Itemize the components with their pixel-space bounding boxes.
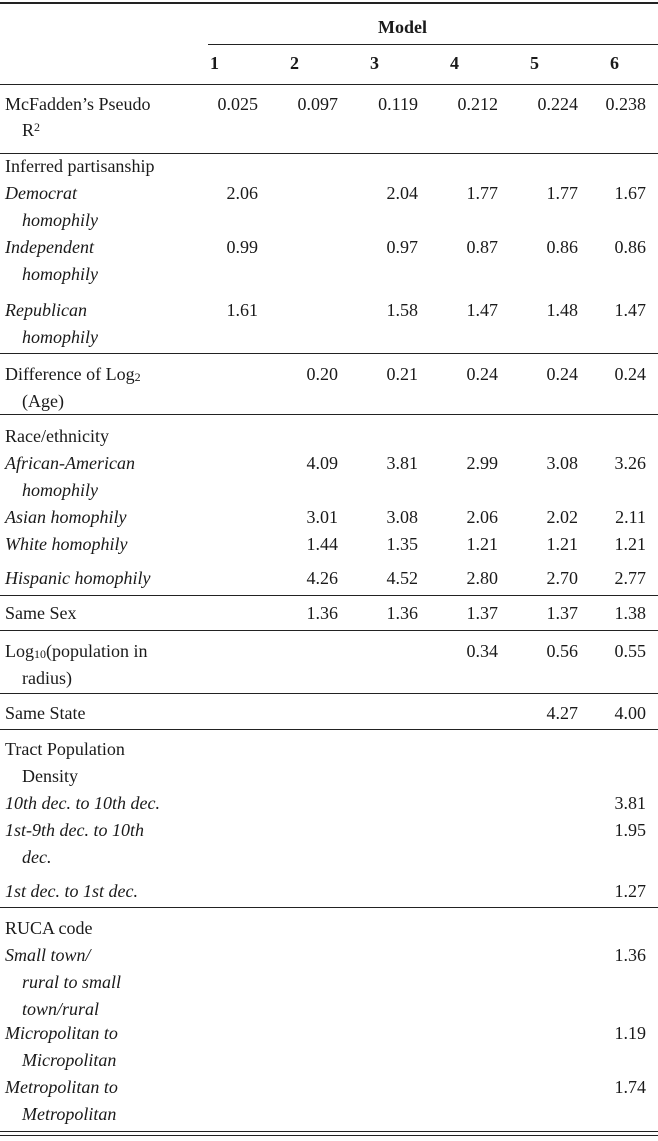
- population-model-4-value: 0.34: [466, 641, 498, 661]
- same-sex-model-4-value: 1.37: [466, 603, 498, 623]
- pseudo-r2-label-cont: [22, 117, 40, 144]
- population-sub: 10: [34, 647, 46, 661]
- hispanic-model-2-value: 4.26: [306, 568, 338, 588]
- density-1-9-label: 1st-9th dec. to 10th: [5, 820, 144, 840]
- section-rule: [0, 414, 658, 415]
- republican-model-6-value: 1.47: [614, 300, 646, 320]
- small-town-label-cont: rural to small: [22, 972, 122, 992]
- age-model-4-value: 0.24: [466, 364, 498, 384]
- density-10-10-label: 10th dec. to 10th dec.: [5, 793, 160, 813]
- republican-model-4-value: 1.47: [466, 300, 498, 320]
- density-1-9-value: 1.95: [614, 820, 646, 840]
- hispanic-model-6-value: 2.77: [614, 568, 646, 588]
- section-rule: [0, 907, 658, 908]
- age-model-6-value: 0.24: [614, 364, 646, 384]
- population-model-5-value: 0.56: [546, 641, 578, 661]
- same-sex-model-3-value: 1.36: [386, 603, 418, 623]
- hispanic-model-3-value: 4.52: [386, 568, 418, 588]
- pseudo-r2-model-3-value: 0.119: [378, 94, 418, 114]
- pseudo-r2-sup: 2: [34, 120, 41, 134]
- african-american-model-6-value: 3.26: [614, 453, 646, 473]
- micropolitan-value: 1.19: [614, 1023, 646, 1043]
- section-rule: [0, 729, 658, 730]
- african-american-model-4-value: 2.99: [466, 453, 498, 473]
- model-col-5: 5: [530, 53, 539, 73]
- header-rule: [0, 84, 658, 85]
- republican-model-5-value: 1.48: [546, 300, 578, 320]
- independent-model-3-value: 0.97: [386, 237, 418, 257]
- pseudo-r2-model-4-value: 0.212: [457, 94, 498, 114]
- asian-model-4-value: 2.06: [466, 507, 498, 527]
- democrat-label: Democrat: [5, 183, 77, 203]
- age-model-3-value: 0.21: [386, 364, 418, 384]
- independent-model-1-value: 0.99: [226, 237, 258, 257]
- democrat-model-6-value: 1.67: [614, 183, 646, 203]
- metropolitan-value: 1.74: [614, 1077, 646, 1097]
- population-label-text: (population in: [46, 641, 148, 661]
- section-rule: [0, 353, 658, 354]
- same-state-label: Same State: [5, 703, 86, 723]
- democrat-model-4-value: 1.77: [466, 183, 498, 203]
- republican-label: Republican: [5, 300, 87, 320]
- ruca-heading: RUCA code: [5, 918, 93, 938]
- same-sex-model-6-value: 1.38: [614, 603, 646, 623]
- model-col-3: 3: [370, 53, 379, 73]
- partisanship-heading: Inferred partisanship: [5, 156, 155, 176]
- asian-model-2-value: 3.01: [306, 507, 338, 527]
- age-label-cont: (Age): [22, 391, 64, 411]
- pseudo-r2-model-2-value: 0.097: [297, 94, 338, 114]
- same-state-model-5-value: 4.27: [546, 703, 578, 723]
- hispanic-model-5-value: 2.70: [546, 568, 578, 588]
- density-1-1-value: 1.27: [614, 881, 646, 901]
- democrat-model-5-value: 1.77: [546, 183, 578, 203]
- age-model-5-value: 0.24: [546, 364, 578, 384]
- age-label-text: Difference of Log: [5, 364, 135, 384]
- independent-label-cont: homophily: [22, 264, 98, 284]
- small-town-label-cont2: town/rural: [22, 999, 100, 1019]
- same-sex-model-5-value: 1.37: [546, 603, 578, 623]
- african-american-model-5-value: 3.08: [546, 453, 578, 473]
- model-col-1: 1: [210, 53, 219, 73]
- asian-model-6-value: 2.11: [615, 507, 646, 527]
- independent-label: Independent: [5, 237, 94, 257]
- hispanic-model-4-value: 2.80: [466, 568, 498, 588]
- independent-model-4-value: 0.87: [466, 237, 498, 257]
- small-town-value: 1.36: [614, 945, 646, 965]
- democrat-label-cont: homophily: [22, 210, 98, 230]
- african-american-label-cont: homophily: [22, 480, 98, 500]
- democrat-model-1-value: 2.06: [226, 183, 258, 203]
- population-model-6-value: 0.55: [614, 641, 646, 661]
- model-rule: [208, 44, 658, 45]
- bottom-rule: [0, 1135, 658, 1136]
- model-header: Model: [378, 17, 427, 37]
- age-model-2-value: 0.20: [306, 364, 338, 384]
- african-american-label: African-American: [5, 453, 135, 473]
- white-model-5-value: 1.21: [546, 534, 578, 554]
- white-model-2-value: 1.44: [306, 534, 338, 554]
- section-rule: [0, 630, 658, 631]
- micropolitan-label: Micropolitan to: [5, 1023, 118, 1043]
- white-label: White homophily: [5, 534, 128, 554]
- african-american-model-3-value: 3.81: [386, 453, 418, 473]
- metropolitan-label-cont: Metropolitan: [22, 1104, 117, 1124]
- population-label-cont: radius): [22, 668, 72, 688]
- density-heading-cont: Density: [22, 766, 78, 786]
- republican-label-cont: homophily: [22, 327, 98, 347]
- hispanic-label: Hispanic homophily: [5, 568, 151, 588]
- model-col-6: 6: [610, 53, 619, 73]
- population-label: [5, 638, 148, 665]
- republican-model-1-value: 1.61: [226, 300, 258, 320]
- model-col-4: 4: [450, 53, 459, 73]
- race-heading: Race/ethnicity: [5, 426, 109, 446]
- top-rule: [0, 2, 658, 4]
- same-state-model-6-value: 4.00: [614, 703, 646, 723]
- democrat-model-3-value: 2.04: [386, 183, 418, 203]
- pseudo-r2-label: McFadden’s Pseudo: [5, 94, 151, 114]
- white-model-6-value: 1.21: [614, 534, 646, 554]
- pseudo-r2-model-6-value: 0.238: [605, 94, 646, 114]
- section-rule: [0, 693, 658, 694]
- same-sex-label: Same Sex: [5, 603, 77, 623]
- independent-model-6-value: 0.86: [614, 237, 646, 257]
- density-10-10-value: 3.81: [614, 793, 646, 813]
- white-model-3-value: 1.35: [386, 534, 418, 554]
- age-label: [5, 361, 141, 388]
- metropolitan-label: Metropolitan to: [5, 1077, 118, 1097]
- pseudo-r2-r: R: [22, 120, 35, 140]
- density-1-1-label: 1st dec. to 1st dec.: [5, 881, 138, 901]
- pseudo-r2-model-1-value: 0.025: [217, 94, 258, 114]
- pseudo-r2-model-5-value: 0.224: [537, 94, 578, 114]
- population-log: Log: [5, 641, 34, 661]
- same-sex-model-2-value: 1.36: [306, 603, 338, 623]
- density-1-9-label-cont: dec.: [22, 847, 52, 867]
- micropolitan-label-cont: Micropolitan: [22, 1050, 117, 1070]
- age-label-sub: 2: [134, 370, 141, 384]
- density-heading: Tract Population: [5, 739, 125, 759]
- model-col-2: 2: [290, 53, 299, 73]
- small-town-label: Small town/: [5, 945, 91, 965]
- asian-label: Asian homophily: [5, 507, 127, 527]
- asian-model-3-value: 3.08: [386, 507, 418, 527]
- independent-model-5-value: 0.86: [546, 237, 578, 257]
- republican-model-3-value: 1.58: [386, 300, 418, 320]
- bottom-rule: [0, 1131, 658, 1132]
- section-rule: [0, 595, 658, 596]
- asian-model-5-value: 2.02: [546, 507, 578, 527]
- african-american-model-2-value: 4.09: [306, 453, 338, 473]
- white-model-4-value: 1.21: [466, 534, 498, 554]
